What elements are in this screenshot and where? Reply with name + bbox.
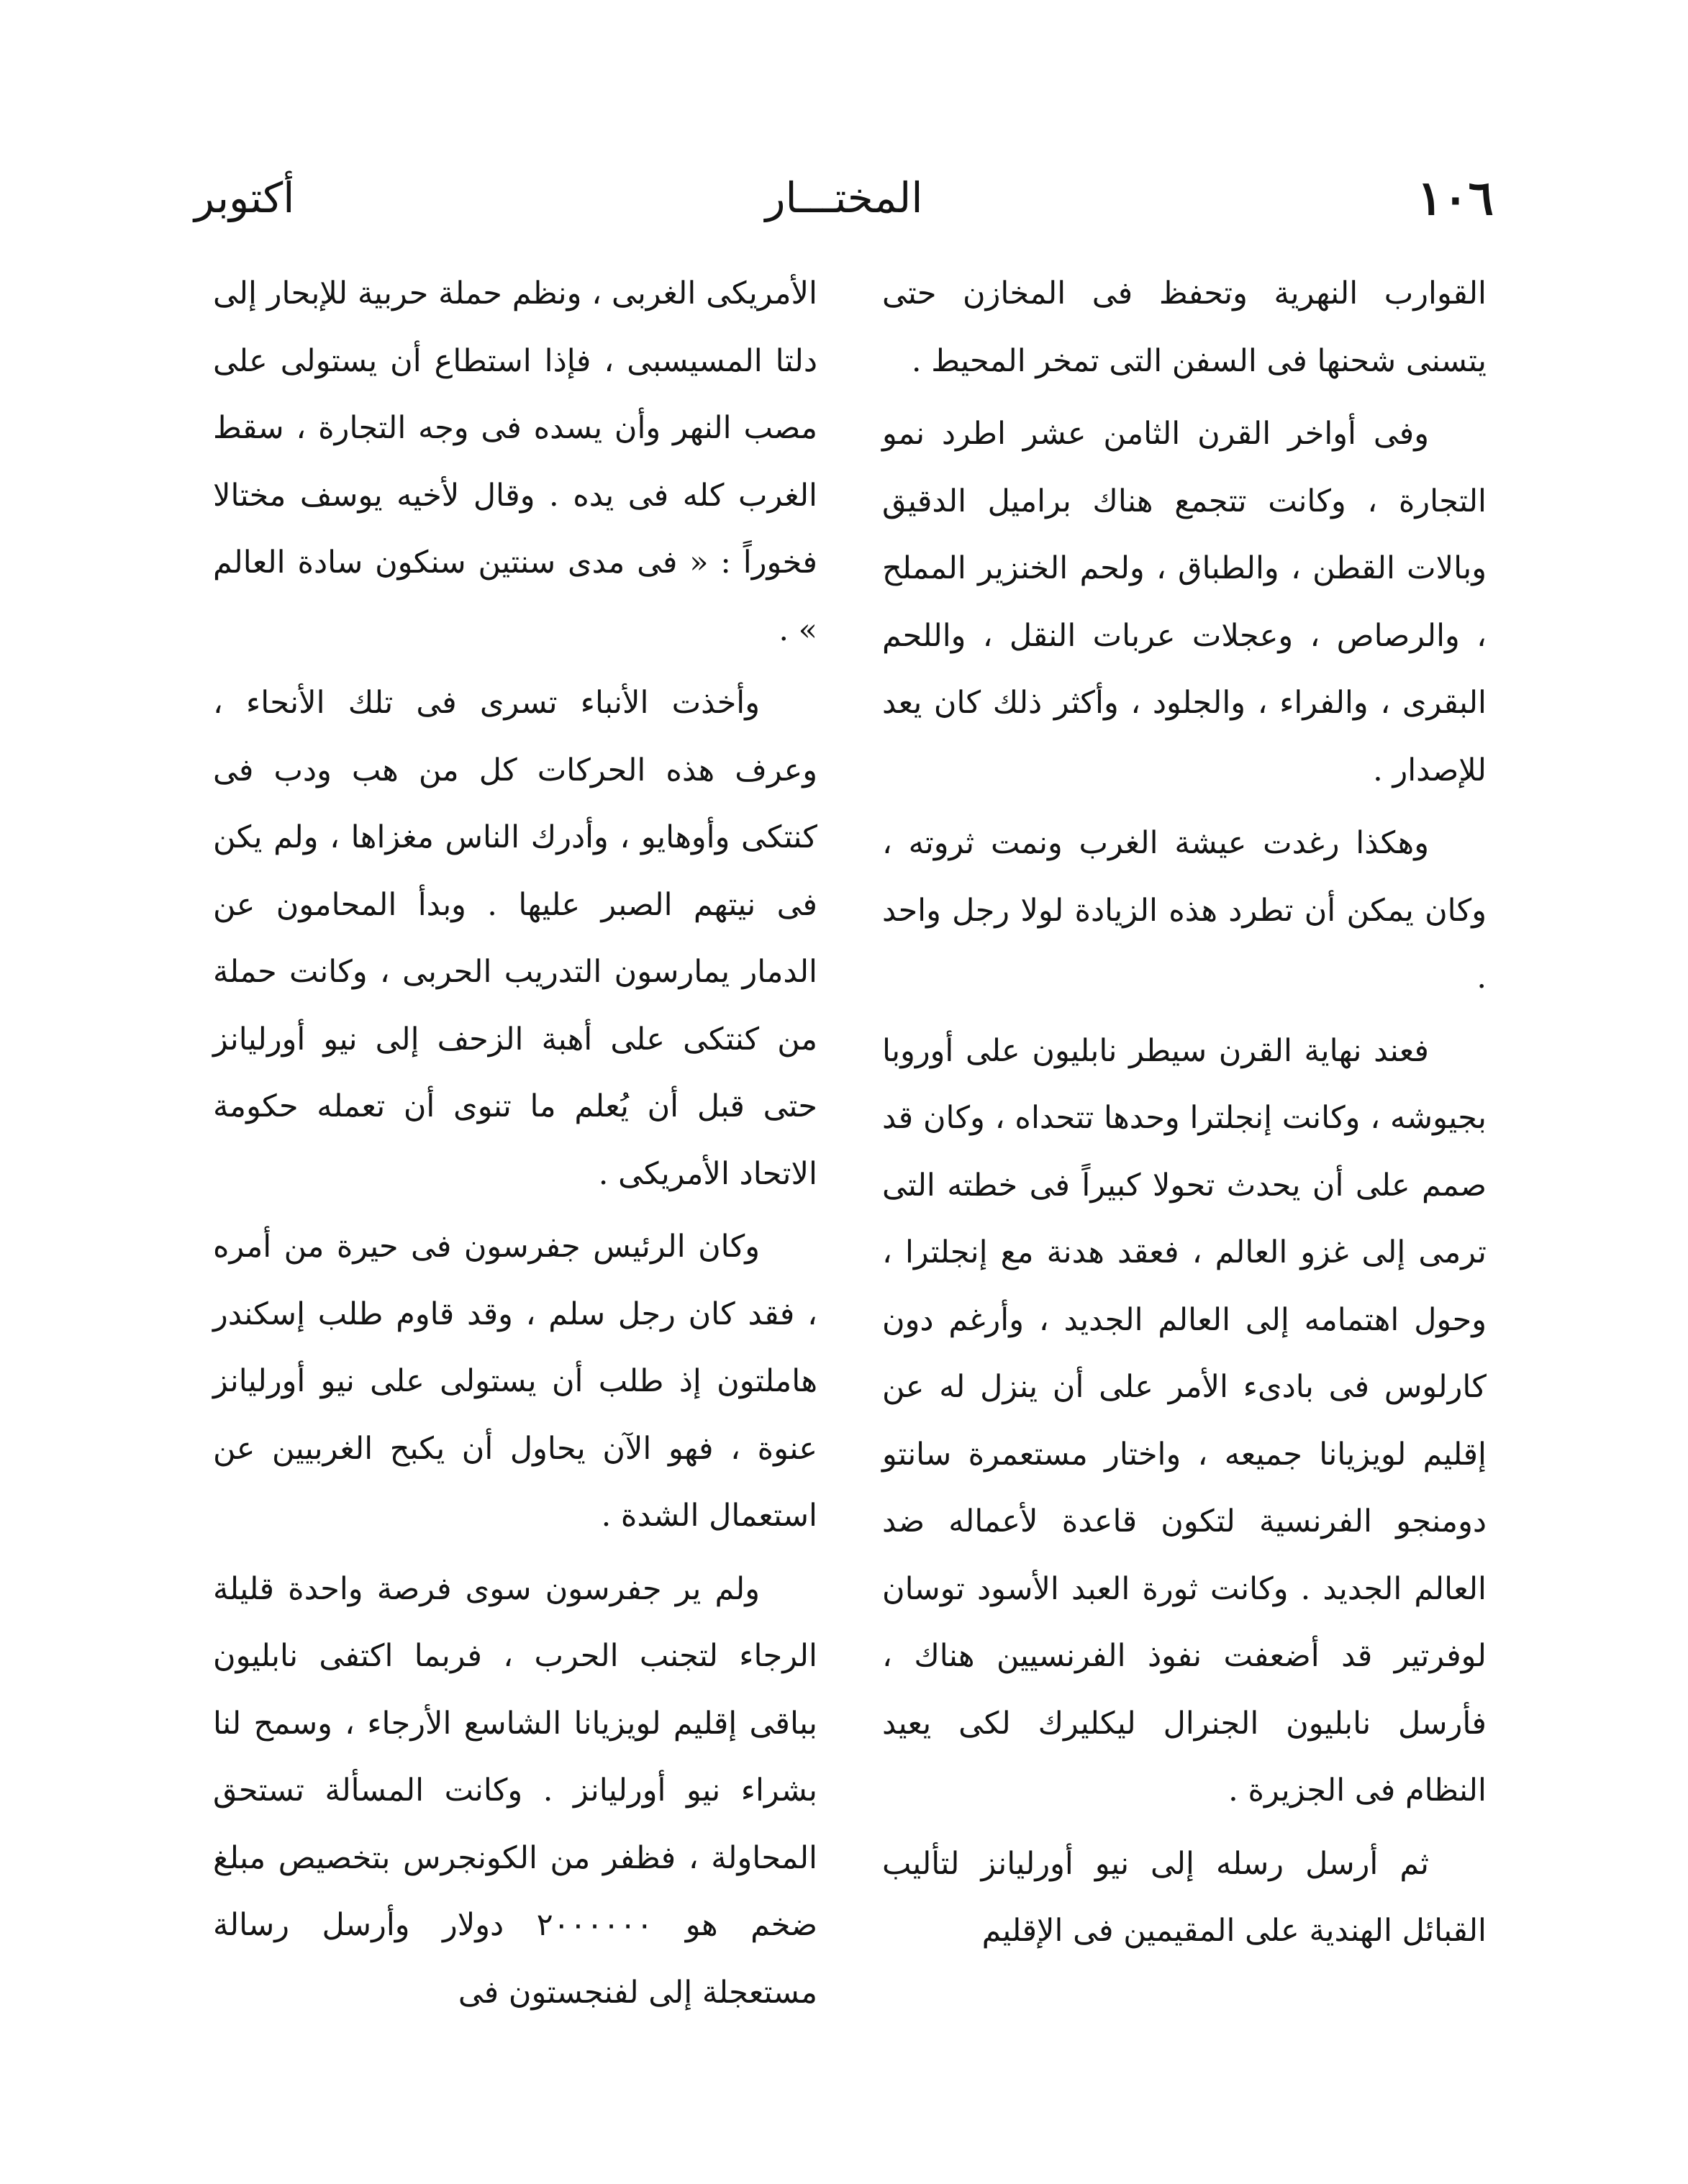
page-header xyxy=(194,165,1494,230)
paragraph: وهكذا رغدت عيشة الغرب ونمت ثروته ، وكان يمكن أن تطرد هذه الزيادة لولا رجل واحد . xyxy=(882,825,1487,996)
paragraph: وأخذت الأنباء تسرى فى تلك الأنحاء ، وعرف هذه الحركات كل من هب ودب فى كنتكى وأوهايو ، وأدرك الناس مغزاها ، ولم يكن فى نيتهم الصبر عليها . وبدأ المحامون عن الدمار يمارسون التدريب الحربى ، وكانت حملة من كنتكى على أهبة الزحف إلى نيو أورليانز حتى قبل أن يُعلم ما تنوى أن تعمله حكومة الاتحاد الأمريكى . xyxy=(213,685,817,1192)
paragraph: وفى أواخر القرن الثامن عشر اطرد نمو التجارة ، وكانت تتجمع هناك براميل الدقيق وبالات القطن ، والطباق ، ولحم الخنزير المملح ، والرصاص ، وعجلات عربات النقل ، واللحم البقرى ، والفراء ، والجلود ، وأكثر ذلك كان يعد للإصدار . xyxy=(882,416,1487,788)
paragraph: فعند نهاية القرن سيطر نابليون على أوروبا بجيوشه ، وكانت إنجلترا وحدها تتحداه ، وكان قد صمم على أن يحدث تحولا كبيراً فى خطته التى ترمى إلى غزو العالم ، فعقد هدنة مع إنجلترا ، وحول اهتمامه إلى العالم الجديد ، وأرغم دون كارلوس فى بادىء الأمر على أن ينزل له عن إقليم لويزيانا جميعه ، واختار مستعمرة سانتو دومنجو الفرنسية لتكون قاعدة لأعماله ضد العالم الجديد . وكانت ثورة العبد الأسود توسان لوفرتير قد أضعفت نفوذ الفرنسيين هناك ، فأرسل نابليون الجنرال ليكليرك لكى يعيد النظام فى الجزيرة . xyxy=(882,1032,1487,1808)
paragraph: الأمريكى الغربى ، ونظم حملة حربية للإبحار إلى دلتا المسيسبى ، فإذا استطاع أن يستولى على مصب النهر وأن يسده فى وجه التجارة ، سقط الغرب كله فى يده . وقال لأخيه يوسف مختالا فخوراً : « فى مدى سنتين سنكون سادة العالم » . xyxy=(213,276,817,648)
right-column xyxy=(882,260,1487,1965)
paragraph: القوارب النهرية وتحفظ فى المخازن حتى يتسنى شحنها فى السفن التى تمخر المحيط . xyxy=(882,276,1487,379)
running-title: المختـــار xyxy=(765,173,923,222)
left-column xyxy=(213,260,817,2026)
paragraph: وكان الرئيس جفرسون فى حيرة من أمره ، فقد كان رجل سلم ، وقد قاوم طلب إسكندر هاملتون إذ طلب أن يستولى على نيو أورليانز عنوة ، فهو الآن يحاول أن يكبح الغربيين عن استعمال الشدة . xyxy=(213,1229,817,1534)
paragraph: ثم أرسل رسله إلى نيو أورليانز لتأليب القبائل الهندية على المقيمين فى الإقليم xyxy=(882,1845,1487,1949)
page-number: ١٠٦ xyxy=(1417,170,1494,226)
issue-month: أكتوبر xyxy=(194,173,295,222)
paragraph: ولم ير جفرسون سوى فرصة واحدة قليلة الرجاء لتجنب الحرب ، فربما اكتفى نابليون بباقى إقليم لويزيانا الشاسع الأرجاء ، وسمح لنا بشراء نيو أورليانز . وكانت المسألة تستحق المحاولة ، فظفر من الكونجرس بتخصيص مبلغ ضخم هو ٢٠٠٠٠٠٠ دولار وأرسل رسالة مستعجلة إلى لفنجستون فى xyxy=(213,1570,817,2011)
